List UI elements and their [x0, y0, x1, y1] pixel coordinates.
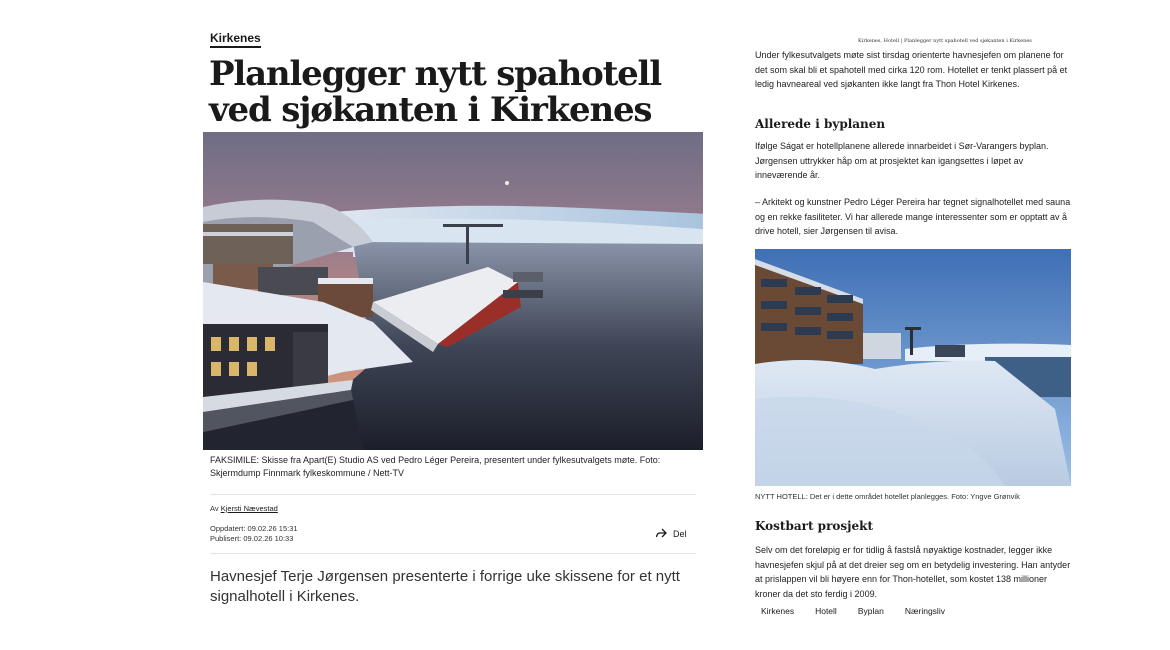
hero-caption: FAKSIMILE: Skisse fra Apart(E) Studio AS ved Pedro Léger Pereira, presentert under fylkesutvalgets møte. Foto: Skjermdump Finnmark fylkeskommune / Nett-TV: [210, 455, 661, 478]
divider: [210, 553, 696, 554]
article-headline: Planlegger nytt spahotell ved sjøkanten i Kirkenes: [209, 54, 661, 130]
tag-link[interactable]: Næringsliv: [904, 606, 945, 616]
body-paragraph: Selv om det foreløpig er for tidlig å fastslå nøyaktige kostnader, legger ikke havnesjefen skjul på at det dreier seg om en betydelig investering. Han antyder at prislappen vil bli høyere enn for Thon-hotellet, som kostet 138 millioner kroner da det sto ferdig i 2009.: [755, 545, 1071, 599]
section-heading: Allerede i byplanen: [755, 117, 886, 131]
article-tags: [761, 606, 966, 616]
byline: [210, 504, 278, 513]
share-button[interactable]: [655, 527, 687, 541]
divider: [210, 494, 696, 495]
body-paragraph: Ifølge Ságat er hotellplanene allerede innarbeidet i Sør-Varangers byplan. Jørgensen uttrykker håp om at prosjektet kan igangsettes i løpet av inneværende år.: [755, 141, 1049, 180]
section-heading: Kostbart prosjekt: [755, 519, 873, 533]
share-arrow-icon: [655, 527, 667, 541]
page-header-title: Kirkenes, Hotell | Planlegger nytt spahotell ved sjøkanten i Kirkenes: [858, 38, 1032, 44]
article-dates: [210, 524, 298, 544]
tag-link[interactable]: Byplan: [857, 606, 884, 616]
body-paragraph: – Arkitekt og kunstner Pedro Léger Pereira har tegnet signalhotellet med sauna og en rekke fasiliteter. Vi har allerede mange interessenter som er opptatt av å drive hotell, sier Jørgensen til avisa.: [755, 197, 1071, 236]
published-date: Publisert: 09.02.26 10:33: [210, 534, 294, 543]
hero-image: [203, 132, 703, 450]
updated-date: Oppdatert: 09.02.26 15:31: [210, 524, 298, 533]
photo-caption: NYTT HOTELL: Det er i dette området hotellet planlegges. Foto: Yngve Grønvik: [755, 492, 1020, 501]
byline-prefix: Av: [210, 504, 219, 513]
tag-link[interactable]: Kirkenes: [761, 606, 795, 616]
share-label: Del: [673, 529, 687, 539]
section-tag-link[interactable]: Kirkenes: [210, 31, 261, 48]
article-lead: Havnesjef Terje Jørgensen presenterte i forrige uke skissene for et nytt signalhotell i Kirkenes.: [210, 568, 680, 605]
author-link[interactable]: Kjersti Nævestad: [220, 504, 278, 513]
body-paragraph: Under fylkesutvalgets møte sist tirsdag orienterte havnesjefen om planene for det som skal bli et spahotell med cirka 120 rom. Hotellet er tenkt plassert på et ledig havneareal ved sjøkanten ikke langt fra Thon Hotel Kirkenes.: [755, 50, 1068, 89]
tag-link[interactable]: Hotell: [815, 606, 837, 616]
site-photo: [755, 249, 1071, 486]
